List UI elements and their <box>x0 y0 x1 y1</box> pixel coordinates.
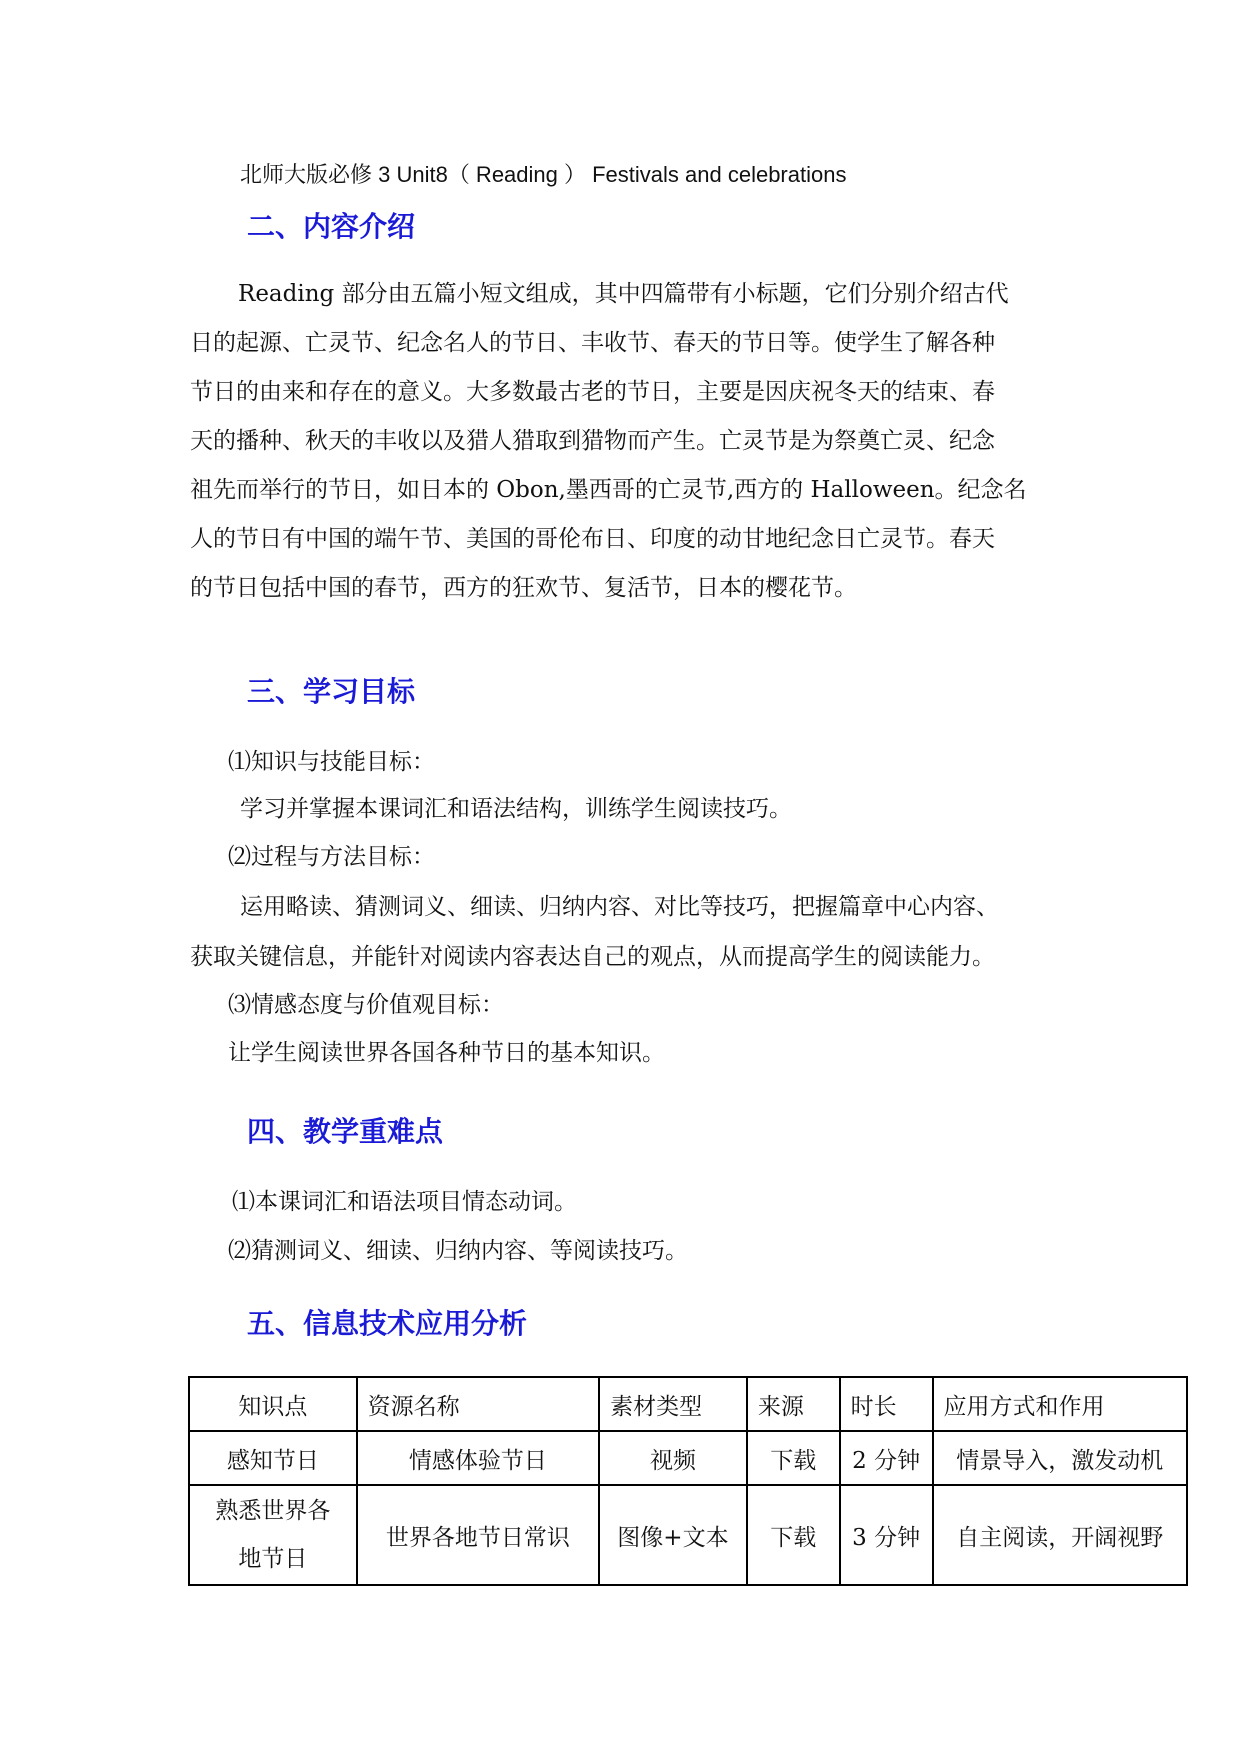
table-cell: 世界各地节日常识 <box>357 1485 599 1585</box>
table-cell: 下载 <box>747 1431 840 1485</box>
table-cell: 下载 <box>747 1485 840 1585</box>
content-paragraph <box>190 270 1070 613</box>
content-line: Reading 部分由五篇小短文组成，其中四篇带有小标题，它们分别介绍古代 <box>238 281 1009 307</box>
table-cell: 自主阅读，开阔视野 <box>933 1485 1187 1585</box>
content-line: 的节日包括中国的春节，西方的狂欢节、复活节，日本的樱花节。 <box>190 575 857 601</box>
content-line: 天的播种、秋天的丰收以及猎人猎取到猎物而产生。亡灵节是为祭奠亡灵、纪念 <box>190 428 995 454</box>
content-line: 日的起源、亡灵节、纪念名人的节日、丰收节、春天的节日等。使学生了解各种 <box>190 330 995 356</box>
table-header-cell: 来源 <box>747 1377 840 1431</box>
table-cell-line: 地节日 <box>238 1546 308 1572</box>
content-line: 祖先而举行的节日，如日本的 Obon,墨西哥的亡灵节,西方的 Halloween。纪念名 <box>190 477 1027 503</box>
goal-item: ⑴知识与技能目标： <box>228 749 435 775</box>
table-header-row <box>189 1377 1187 1431</box>
section-heading-goals: 三、学习目标 <box>247 675 416 708</box>
keypoint-item: ⑵猜测词义、细读、归纳内容、等阅读技巧。 <box>228 1238 688 1264</box>
table-cell: 视频 <box>599 1431 747 1485</box>
goal-item: 学习并掌握本课词汇和语法结构，训练学生阅读技巧。 <box>240 796 792 822</box>
section-heading-content: 二、内容介绍 <box>247 210 416 243</box>
table-header-cell: 知识点 <box>189 1377 357 1431</box>
table-cell: 情景导入，激发动机 <box>933 1431 1187 1485</box>
table-cell: 感知节日 <box>189 1431 357 1485</box>
goal-item: 获取关键信息，并能针对阅读内容表达自己的观点，从而提高学生的阅读能力。 <box>190 944 995 970</box>
table-cell: 图像+文本 <box>599 1485 747 1585</box>
table-row <box>189 1431 1187 1485</box>
section-heading-tech: 五、信息技术应用分析 <box>247 1307 528 1340</box>
table-header-cell: 应用方式和作用 <box>933 1377 1187 1431</box>
table-cell-line: 熟悉世界各 <box>215 1498 331 1524</box>
table-cell: 情感体验节日 <box>357 1431 599 1485</box>
table-cell: 2 分钟 <box>840 1431 933 1485</box>
section-heading-keypoints: 四、教学重难点 <box>247 1115 444 1148</box>
table-cell: 3 分钟 <box>840 1485 933 1585</box>
goal-item: ⑵过程与方法目标： <box>228 844 435 870</box>
table-cell <box>189 1485 357 1585</box>
table-header-cell: 资源名称 <box>357 1377 599 1431</box>
document-title: 北师大版必修 3 Unit8（ Reading ） Festivals and celebrations <box>240 162 847 187</box>
resource-table <box>188 1376 1188 1586</box>
content-line: 节日的由来和存在的意义。大多数最古老的节日，主要是因庆祝冬天的结束、春 <box>190 379 995 405</box>
goal-item: 让学生阅读世界各国各种节日的基本知识。 <box>228 1040 665 1066</box>
keypoint-item: ⑴本课词汇和语法项目情态动词。 <box>232 1189 577 1215</box>
goal-item: ⑶情感态度与价值观目标： <box>228 992 504 1018</box>
table-header-cell: 时长 <box>840 1377 933 1431</box>
table-row <box>189 1485 1187 1585</box>
table-header-cell: 素材类型 <box>599 1377 747 1431</box>
content-line: 人的节日有中国的端午节、美国的哥伦布日、印度的动甘地纪念日亡灵节。春天 <box>190 526 995 552</box>
goal-item: 运用略读、猜测词义、细读、归纳内容、对比等技巧，把握篇章中心内容、 <box>240 894 999 920</box>
